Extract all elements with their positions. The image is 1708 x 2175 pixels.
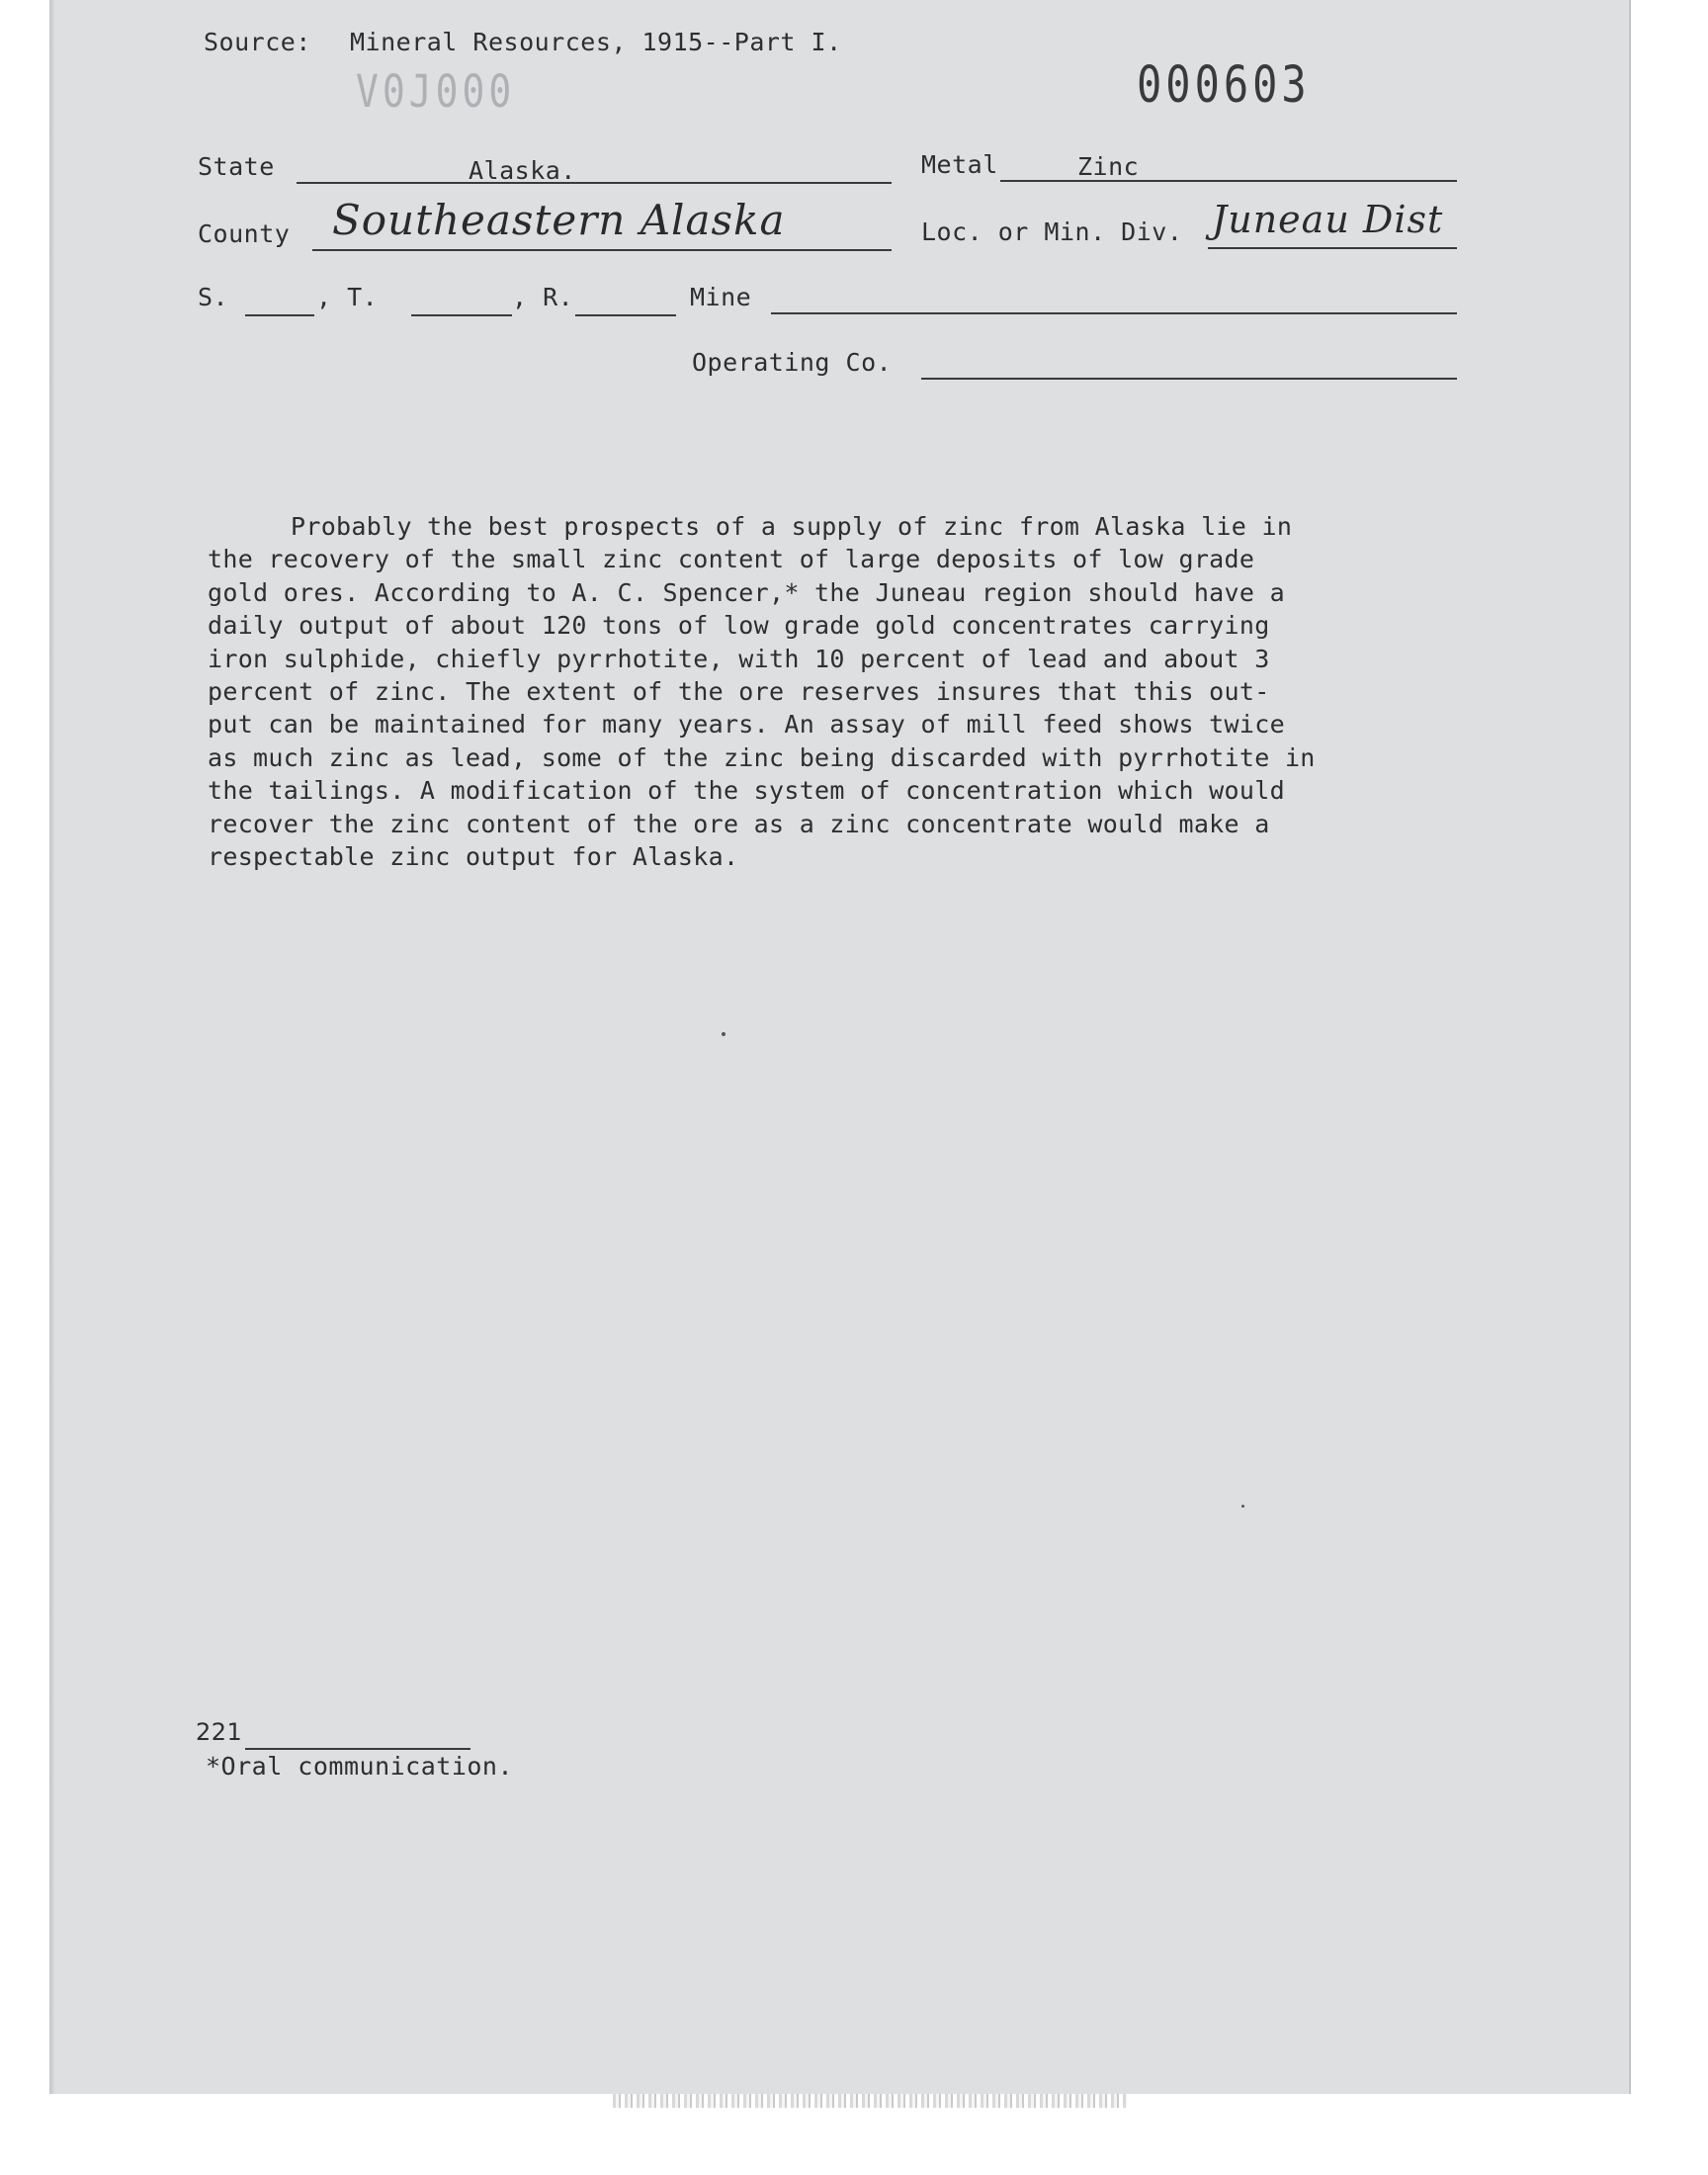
mine-rule [771, 312, 1457, 314]
county-rule [312, 249, 892, 251]
speck-mark [722, 1032, 726, 1036]
metal-label: Metal [921, 150, 998, 179]
county-handwritten-value: Southeastern Alaska [332, 196, 786, 244]
township-rule [411, 314, 512, 316]
body-line: respectable zinc output for Alaska. [208, 842, 739, 872]
body-line: put can be maintained for many years. An assay of mill feed shows twice [208, 710, 1285, 740]
source-value: Mineral Resources, 1915--Part I. [350, 28, 842, 56]
speck-mark [1241, 1505, 1244, 1508]
loc-rule [1208, 247, 1457, 249]
page-edge [49, 0, 55, 2094]
county-label: County [198, 219, 291, 248]
document-page [49, 0, 1631, 2094]
loc-label: Loc. or Min. Div. [921, 218, 1183, 246]
metal-rule [1000, 180, 1457, 182]
footnote-text: *Oral communication. [206, 1752, 514, 1781]
state-label: State [198, 152, 275, 181]
body-line: gold ores. According to A. C. Spencer,* the Juneau region should have a [208, 577, 1285, 607]
body-line: iron sulphide, chiefly pyrrhotite, with 10 percent of lead and about 3 [208, 644, 1270, 673]
section-label: S. [198, 283, 229, 311]
range-label: , R. [512, 283, 574, 311]
body-line: the tailings. A modification of the system of concentration which would [208, 776, 1285, 806]
body-line: percent of zinc. The extent of the ore reserves insures that this out- [208, 677, 1270, 707]
body-paragraph [208, 510, 1473, 873]
mine-label: Mine [690, 283, 752, 311]
operating-co-rule [921, 378, 1457, 380]
scan-artifact [613, 2094, 1127, 2108]
section-rule [245, 314, 314, 316]
township-label: , T. [316, 283, 379, 311]
body-line: daily output of about 120 tons of low grade gold concentrates carrying [208, 611, 1270, 641]
document-number: 000603 [1137, 55, 1311, 114]
body-line: Probably the best prospects of a supply of zinc from Alaska lie in [291, 512, 1293, 541]
body-line: recover the zinc content of the ore as a zinc concentrate would make a [208, 809, 1270, 838]
body-line: the recovery of the small zinc content of large deposits of low grade [208, 545, 1255, 574]
footnote-rule [245, 1748, 470, 1750]
metal-value: Zinc [1077, 152, 1140, 181]
state-rule [297, 182, 892, 184]
faded-stamp-number: V0J000 [356, 65, 516, 118]
body-line: as much zinc as lead, some of the zinc being discarded with pyrrhotite in [208, 742, 1316, 772]
page-number: 221 [196, 1718, 243, 1746]
source-label: Source: [204, 28, 311, 56]
loc-handwritten-value: Juneau Dist [1212, 198, 1444, 241]
operating-co-label: Operating Co. [692, 348, 893, 377]
range-rule [575, 314, 676, 316]
state-value: Alaska. [469, 156, 576, 185]
